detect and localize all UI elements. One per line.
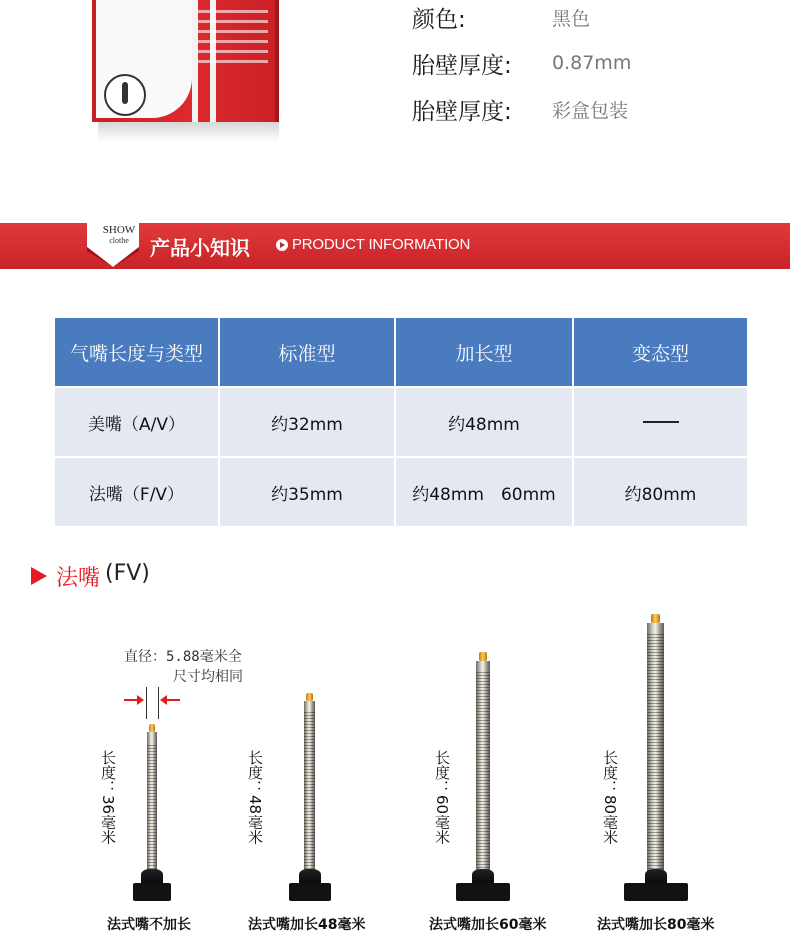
banner-show-text: SHOW — [102, 224, 136, 236]
dash-value — [643, 421, 679, 423]
section-title: 法嘴 — [56, 566, 101, 591]
table-cell — [574, 388, 747, 456]
valve-length-table — [55, 318, 745, 526]
spec-label: 颜色: — [412, 6, 466, 33]
valve-length-label: 长度：60毫米 — [433, 750, 451, 845]
valve-length-label: 长度：48毫米 — [246, 750, 264, 845]
table-header: 标准型 — [220, 318, 394, 386]
section-title-suffix: (FV) — [105, 561, 150, 586]
table-cell: 约80mm — [574, 458, 747, 526]
table-header: 气嘴长度与类型 — [55, 318, 218, 386]
valve-length-label: 长度：80毫米 — [601, 750, 619, 845]
diameter-note-line: 尺寸均相同 — [173, 669, 243, 685]
spec-label: 胎壁厚度: — [412, 98, 512, 125]
brand-logo — [104, 74, 146, 116]
triangle-bullet-icon — [31, 567, 47, 585]
valve-caption: 法式嘴加长60毫米 — [429, 917, 547, 933]
arrow-right-icon — [124, 699, 142, 701]
table-header: 变态型 — [574, 318, 747, 386]
spec-value: 彩盒包装 — [552, 99, 629, 122]
banner-title: 产品小知识 — [150, 236, 250, 260]
diameter-note — [124, 647, 243, 687]
diameter-note-line: 直径：5.88毫米全 — [124, 649, 242, 665]
diameter-guide-line — [158, 687, 159, 719]
valve-caption: 法式嘴加长80毫米 — [597, 917, 715, 933]
arrow-left-icon — [162, 699, 180, 701]
valve-caption: 法式嘴不加长 — [107, 917, 191, 933]
table-cell: 约35mm — [220, 458, 394, 526]
spec-value: 0.87mm — [552, 52, 632, 74]
table-cell: 约48mm 60mm — [396, 458, 572, 526]
valve-caption: 法式嘴加长48毫米 — [248, 917, 366, 933]
diameter-guide-line — [146, 687, 147, 719]
table-cell: 美嘴（A/V） — [55, 388, 218, 456]
valve-length-label: 长度：36毫米 — [99, 750, 117, 845]
arrow-right-icon — [276, 239, 288, 251]
banner-subtitle: PRODUCT INFORMATION — [292, 236, 471, 253]
spec-thickness — [412, 48, 631, 78]
product-box-image — [92, 0, 279, 142]
spec-color — [412, 2, 590, 32]
banner-clothe-text: clothe — [109, 236, 129, 245]
spec-value: 黑色 — [552, 7, 591, 30]
table-cell: 法嘴（F/V） — [55, 458, 218, 526]
table-cell: 约48mm — [396, 388, 572, 456]
spec-label: 胎壁厚度: — [412, 52, 512, 79]
table-cell: 约32mm — [220, 388, 394, 456]
spec-packaging — [412, 94, 628, 124]
table-header: 加长型 — [396, 318, 572, 386]
